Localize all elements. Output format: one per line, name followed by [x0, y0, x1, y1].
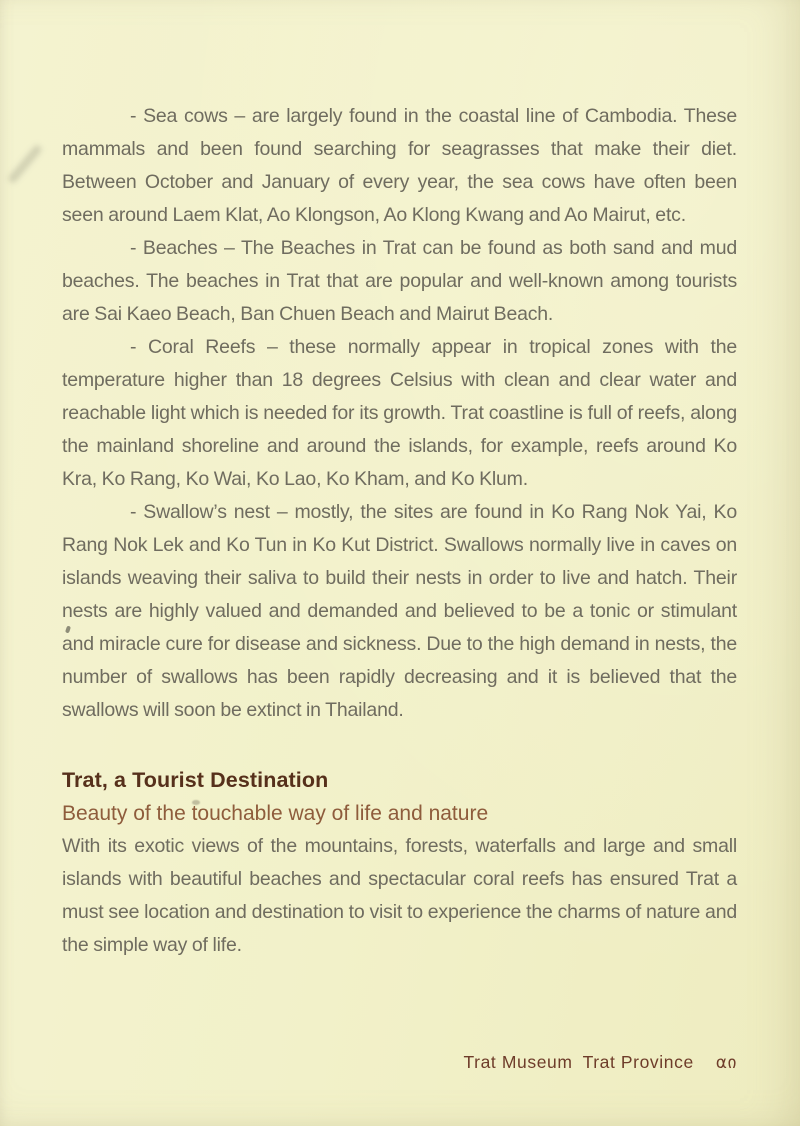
page-footer	[464, 1050, 737, 1075]
paragraph-beaches: - Beaches – The Beaches in Trat can be found as both sand and mud beaches. The beaches in Trat that are popular and well-known among tourists are Sai Kaeo Beach, Ban Chuen Beach and Mairut Beach.	[62, 237, 737, 325]
tourist-destination-section	[62, 764, 737, 962]
section-heading: Trat, a Tourist Destination	[62, 768, 329, 792]
page-number-thai-numeral: αი	[715, 1053, 737, 1073]
page-content	[62, 100, 737, 962]
paragraph-coral-reefs: - Coral Reefs – these normally appear in tropical zones with the temperature higher than 18 degrees Celsius with clean and clear water and reachable light which is needed for its growth. Trat coastline is full of reefs, along the mainland shoreline and around the islands, for example, reefs around Ko Kra, Ko Rang, Ko Wai, Ko Lao, Ko Kham, and Ko Klum.	[62, 336, 737, 490]
scan-smudge-mark-2	[7, 144, 43, 184]
section-body-paragraph: With its exotic views of the mountains, forests, waterfalls and large and small islands with beautiful beaches and spectacular coral reefs has ensured Trat a must see location and destination to visit to experience the charms of nature and the simple way of life.	[62, 835, 737, 956]
paragraph-sea-cows: - Sea cows – are largely found in the coastal line of Cambodia. These mammals and been found searching for seagrasses that make their diet. Between October and January of every year, the sea cows have often been seen around Laem Klat, Ao Klongson, Ao Klong Kwang and Ao Mairut, etc.	[62, 105, 737, 226]
section-subheading: Beauty of the touchable way of life and nature	[62, 802, 489, 825]
footer-province-label: Trat Province	[582, 1052, 694, 1072]
footer-museum-label: Trat Museum	[463, 1052, 573, 1072]
paragraph-swallows-nest: - Swallow’s nest – mostly, the sites are found in Ko Rang Nok Yai, Ko Rang Nok Lek and Ko Tun in Ko Kut District. Swallows normally live in caves on islands weaving their saliva to build their nests in order to live and hatch. Their nests are highly valued and demanded and believed to be a tonic or stimulant and miracle cure for disease and sickness. Due to the high demand in nests, the number of swallows has been rapidly decreasing and it is believed that the swallows will soon be extinct in Thailand.	[62, 501, 737, 721]
